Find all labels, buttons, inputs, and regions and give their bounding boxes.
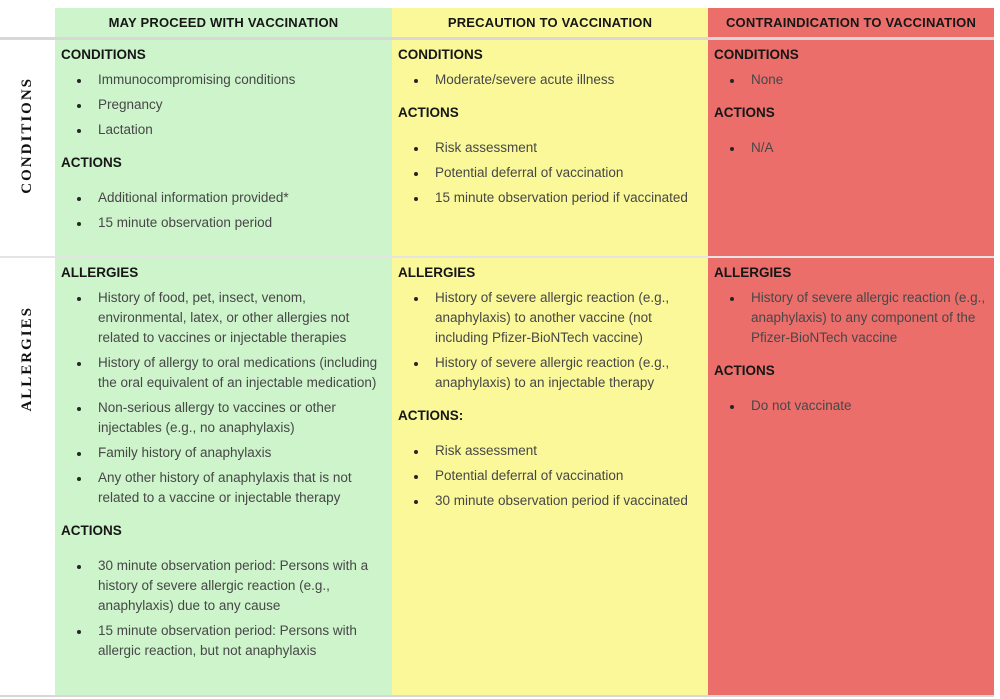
- actions-section: [61, 521, 384, 661]
- bullet-item: • History of severe allergic reaction (e.g., anaphylaxis) to another vaccine (not including Pfizer-BioNTech vaccine): [428, 288, 700, 348]
- conditions-section: [61, 45, 384, 140]
- bullet-item: • 15 minute observation period: [91, 213, 384, 233]
- bullet-item: • Additional information provided*: [91, 188, 384, 208]
- section-heading: CONDITIONS: [398, 47, 483, 62]
- section-heading: ALLERGIES: [714, 265, 792, 280]
- bullet-list: [714, 288, 986, 348]
- actions-section: [398, 103, 700, 208]
- bullet-list: [61, 70, 384, 140]
- section-heading: ACTIONS: [714, 105, 775, 120]
- bullet-list: [61, 556, 384, 661]
- bullet-list: [714, 138, 986, 158]
- bullet-item: • 30 minute observation period if vaccinated: [428, 491, 700, 511]
- bullet-list: [398, 138, 700, 208]
- bullet-item: • Lactation: [91, 120, 384, 140]
- bullet-item: • 30 minute observation period: Persons with a history of severe allergic reaction (e.g., anaphylaxis) due to any cause: [91, 556, 384, 616]
- bullet-item: • History of food, pet, insect, venom, environmental, latex, or other allergies not related to vaccines or injectable therapies: [91, 288, 384, 348]
- section-heading: ACTIONS: [398, 105, 459, 120]
- table-corner-spacer: [0, 8, 55, 40]
- section-heading: ALLERGIES: [61, 265, 139, 280]
- bullet-item: • History of allergy to oral medications (including the oral equivalent of an injectable medication): [91, 353, 384, 393]
- bullet-list: [61, 288, 384, 508]
- bullet-item: • History of severe allergic reaction (e.g., anaphylaxis) to any component of the Pfizer-BioNTech vaccine: [744, 288, 986, 348]
- bullet-item: • Immunocompromising conditions: [91, 70, 384, 90]
- bullet-item: • Any other history of anaphylaxis that is not related to a vaccine or injectable therapy: [91, 468, 384, 508]
- actions-section: [61, 153, 384, 233]
- bullet-item: • Potential deferral of vaccination: [428, 466, 700, 486]
- bullet-item: • History of severe allergic reaction (e.g., anaphylaxis) to an injectable therapy: [428, 353, 700, 393]
- bullet-list: [398, 441, 700, 511]
- bullet-list: [61, 188, 384, 233]
- section-heading: ALLERGIES: [398, 265, 476, 280]
- bullet-list: [714, 70, 986, 90]
- bullet-item: • Pregnancy: [91, 95, 384, 115]
- bullet-item: • Potential deferral of vaccination: [428, 163, 700, 183]
- column-header-proceed: MAY PROCEED WITH VACCINATION: [55, 8, 392, 40]
- cell-allergies-precaution: [392, 258, 708, 695]
- allergies-section: [398, 263, 700, 393]
- row-label-allergies-text: ALLERGIES: [19, 306, 35, 412]
- cell-conditions-contraindication: [708, 40, 994, 258]
- actions-section: [714, 103, 986, 158]
- section-heading: ACTIONS: [714, 363, 775, 378]
- bullet-item: • Moderate/severe acute illness: [428, 70, 700, 90]
- bullet-item: • Non-serious allergy to vaccines or other injectables (e.g., no anaphylaxis): [91, 398, 384, 438]
- column-header-contraindication: CONTRAINDICATION TO VACCINATION: [708, 8, 994, 40]
- column-header-precaution: PRECAUTION TO VACCINATION: [392, 8, 708, 40]
- vaccination-triage-table: [0, 8, 994, 697]
- section-heading: ACTIONS:: [398, 408, 464, 423]
- allergies-section: [714, 263, 986, 348]
- bullet-list: [398, 70, 700, 90]
- cell-conditions-proceed: [55, 40, 392, 258]
- bullet-list: [714, 396, 986, 416]
- bullet-item: • 15 minute observation period: Persons with allergic reaction, but not anaphylaxis: [91, 621, 384, 661]
- bullet-item: • N/A: [744, 138, 986, 158]
- bullet-item: • 15 minute observation period if vaccinated: [428, 188, 700, 208]
- actions-section: [398, 406, 700, 511]
- cell-conditions-precaution: [392, 40, 708, 258]
- bullet-item: • None: [744, 70, 986, 90]
- cell-allergies-contraindication: [708, 258, 994, 695]
- section-heading: CONDITIONS: [714, 47, 799, 62]
- section-heading: CONDITIONS: [61, 47, 146, 62]
- section-heading: ACTIONS: [61, 155, 122, 170]
- allergies-section: [61, 263, 384, 508]
- conditions-section: [714, 45, 986, 90]
- cell-allergies-proceed: [55, 258, 392, 695]
- row-label-conditions: [0, 40, 55, 258]
- bullet-item: • Family history of anaphylaxis: [91, 443, 384, 463]
- row-label-allergies: [0, 258, 55, 695]
- section-heading: ACTIONS: [61, 523, 122, 538]
- bullet-item: • Risk assessment: [428, 441, 700, 461]
- bullet-item: • Do not vaccinate: [744, 396, 986, 416]
- conditions-section: [398, 45, 700, 90]
- actions-section: [714, 361, 986, 416]
- bullet-item: • Risk assessment: [428, 138, 700, 158]
- row-label-conditions-text: CONDITIONS: [19, 77, 35, 194]
- bullet-list: [398, 288, 700, 393]
